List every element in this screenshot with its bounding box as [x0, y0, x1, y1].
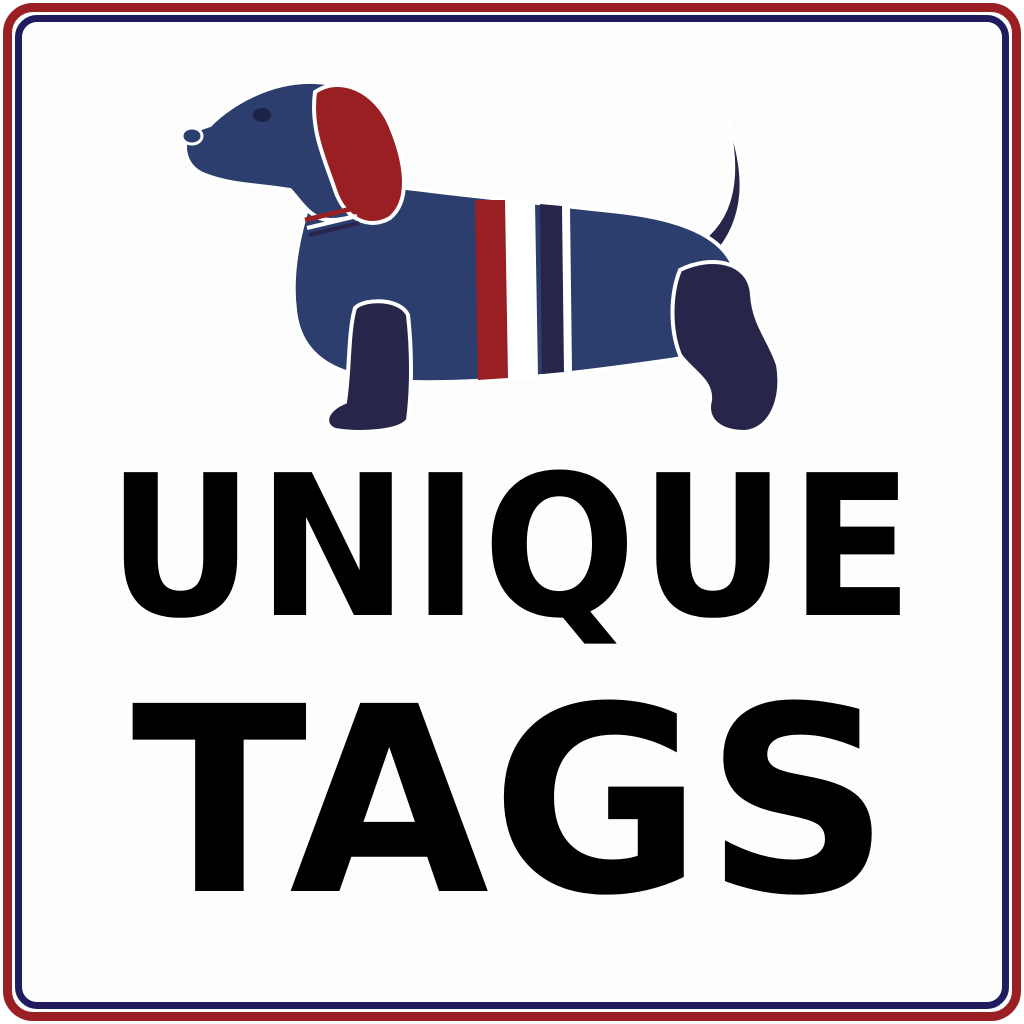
sweater-stripe-white [505, 200, 538, 378]
brand-word-unique: UNIQUE [107, 434, 917, 662]
sweater-stripe-red [475, 200, 508, 380]
brand-word-tags: TAGS [131, 652, 893, 952]
dog-eye [253, 108, 271, 122]
dachshund-icon [150, 70, 830, 450]
dog-back-leg [673, 262, 780, 432]
dog-nose [182, 128, 202, 144]
sweater-stripe-navy [540, 204, 564, 374]
